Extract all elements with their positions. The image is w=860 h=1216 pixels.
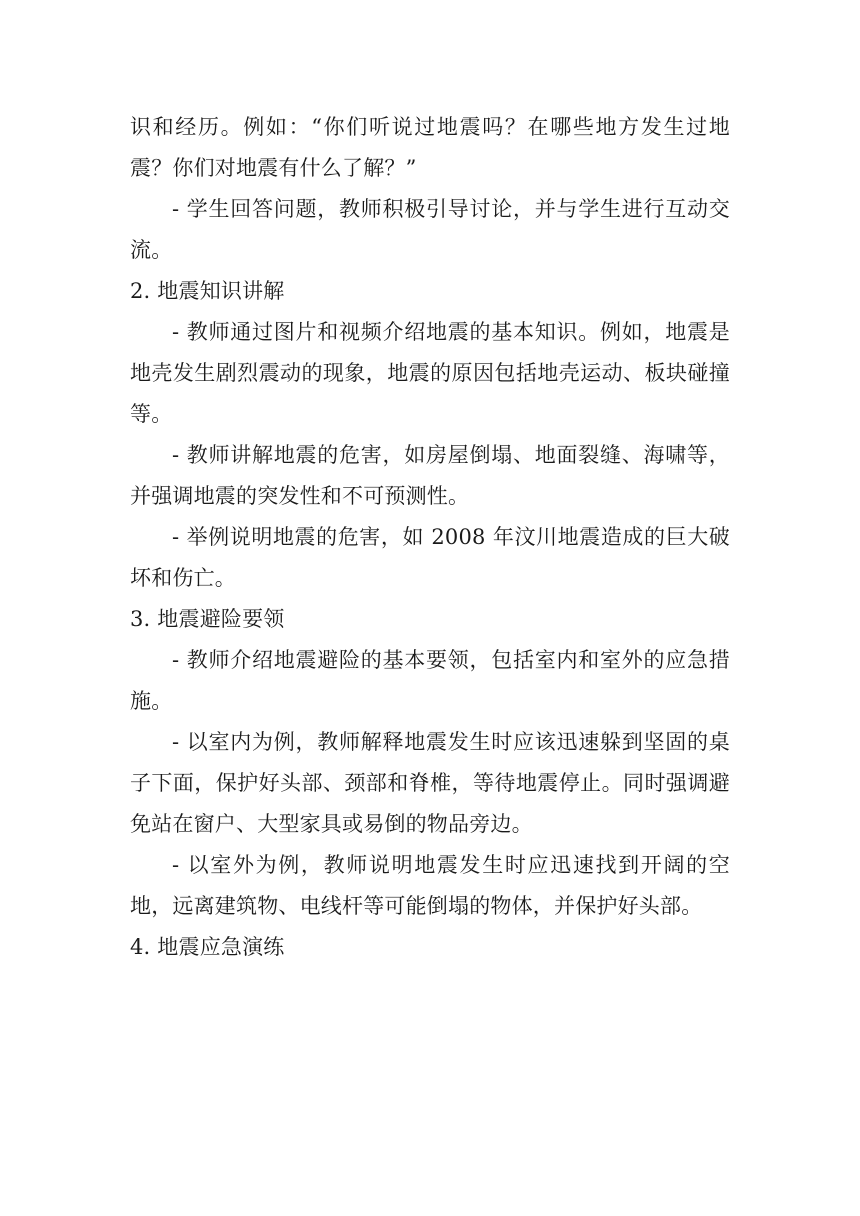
section-heading-3: 3. 地震避险要领 (130, 607, 285, 631)
section-heading-4: 4. 地震应急演练 (130, 935, 285, 959)
paragraph-basic-knowledge: - 教师通过图片和视频介绍地震的基本知识。例如，地震是地壳发生剧烈震动的现象，地震的原因包括地壳运动、板块碰撞等。 (130, 320, 730, 426)
document-body (130, 107, 730, 968)
section-heading-2: 2. 地震知识讲解 (130, 279, 285, 303)
paragraph-indoor: - 以室内为例，教师解释地震发生时应该迅速躲到坚固的桌子下面，保护好头部、颈部和脊椎，等待地震停止。同时强调避免站在窗户、大型家具或易倒的物品旁边。 (130, 730, 730, 836)
paragraph-example: - 举例说明地震的危害，如 2008 年汶川地震造成的巨大破坏和伤亡。 (130, 525, 730, 590)
paragraph-basic-essentials: - 教师介绍地震避险的基本要领，包括室内和室外的应急措施。 (130, 648, 730, 713)
paragraph-intro-question: 识和经历。例如：“你们听说过地震吗？在哪些地方发生过地震？你们对地震有什么了解？” (130, 115, 730, 180)
paragraph-outdoor: - 以室外为例，教师说明地震发生时应迅速找到开阔的空地，远离建筑物、电线杆等可能倒塌的物体，并保护好头部。 (130, 853, 730, 918)
paragraph-student-answer: - 学生回答问题，教师积极引导讨论，并与学生进行互动交流。 (130, 197, 730, 262)
paragraph-hazards: - 教师讲解地震的危害，如房屋倒塌、地面裂缝、海啸等，并强调地震的突发性和不可预测性。 (130, 443, 730, 508)
